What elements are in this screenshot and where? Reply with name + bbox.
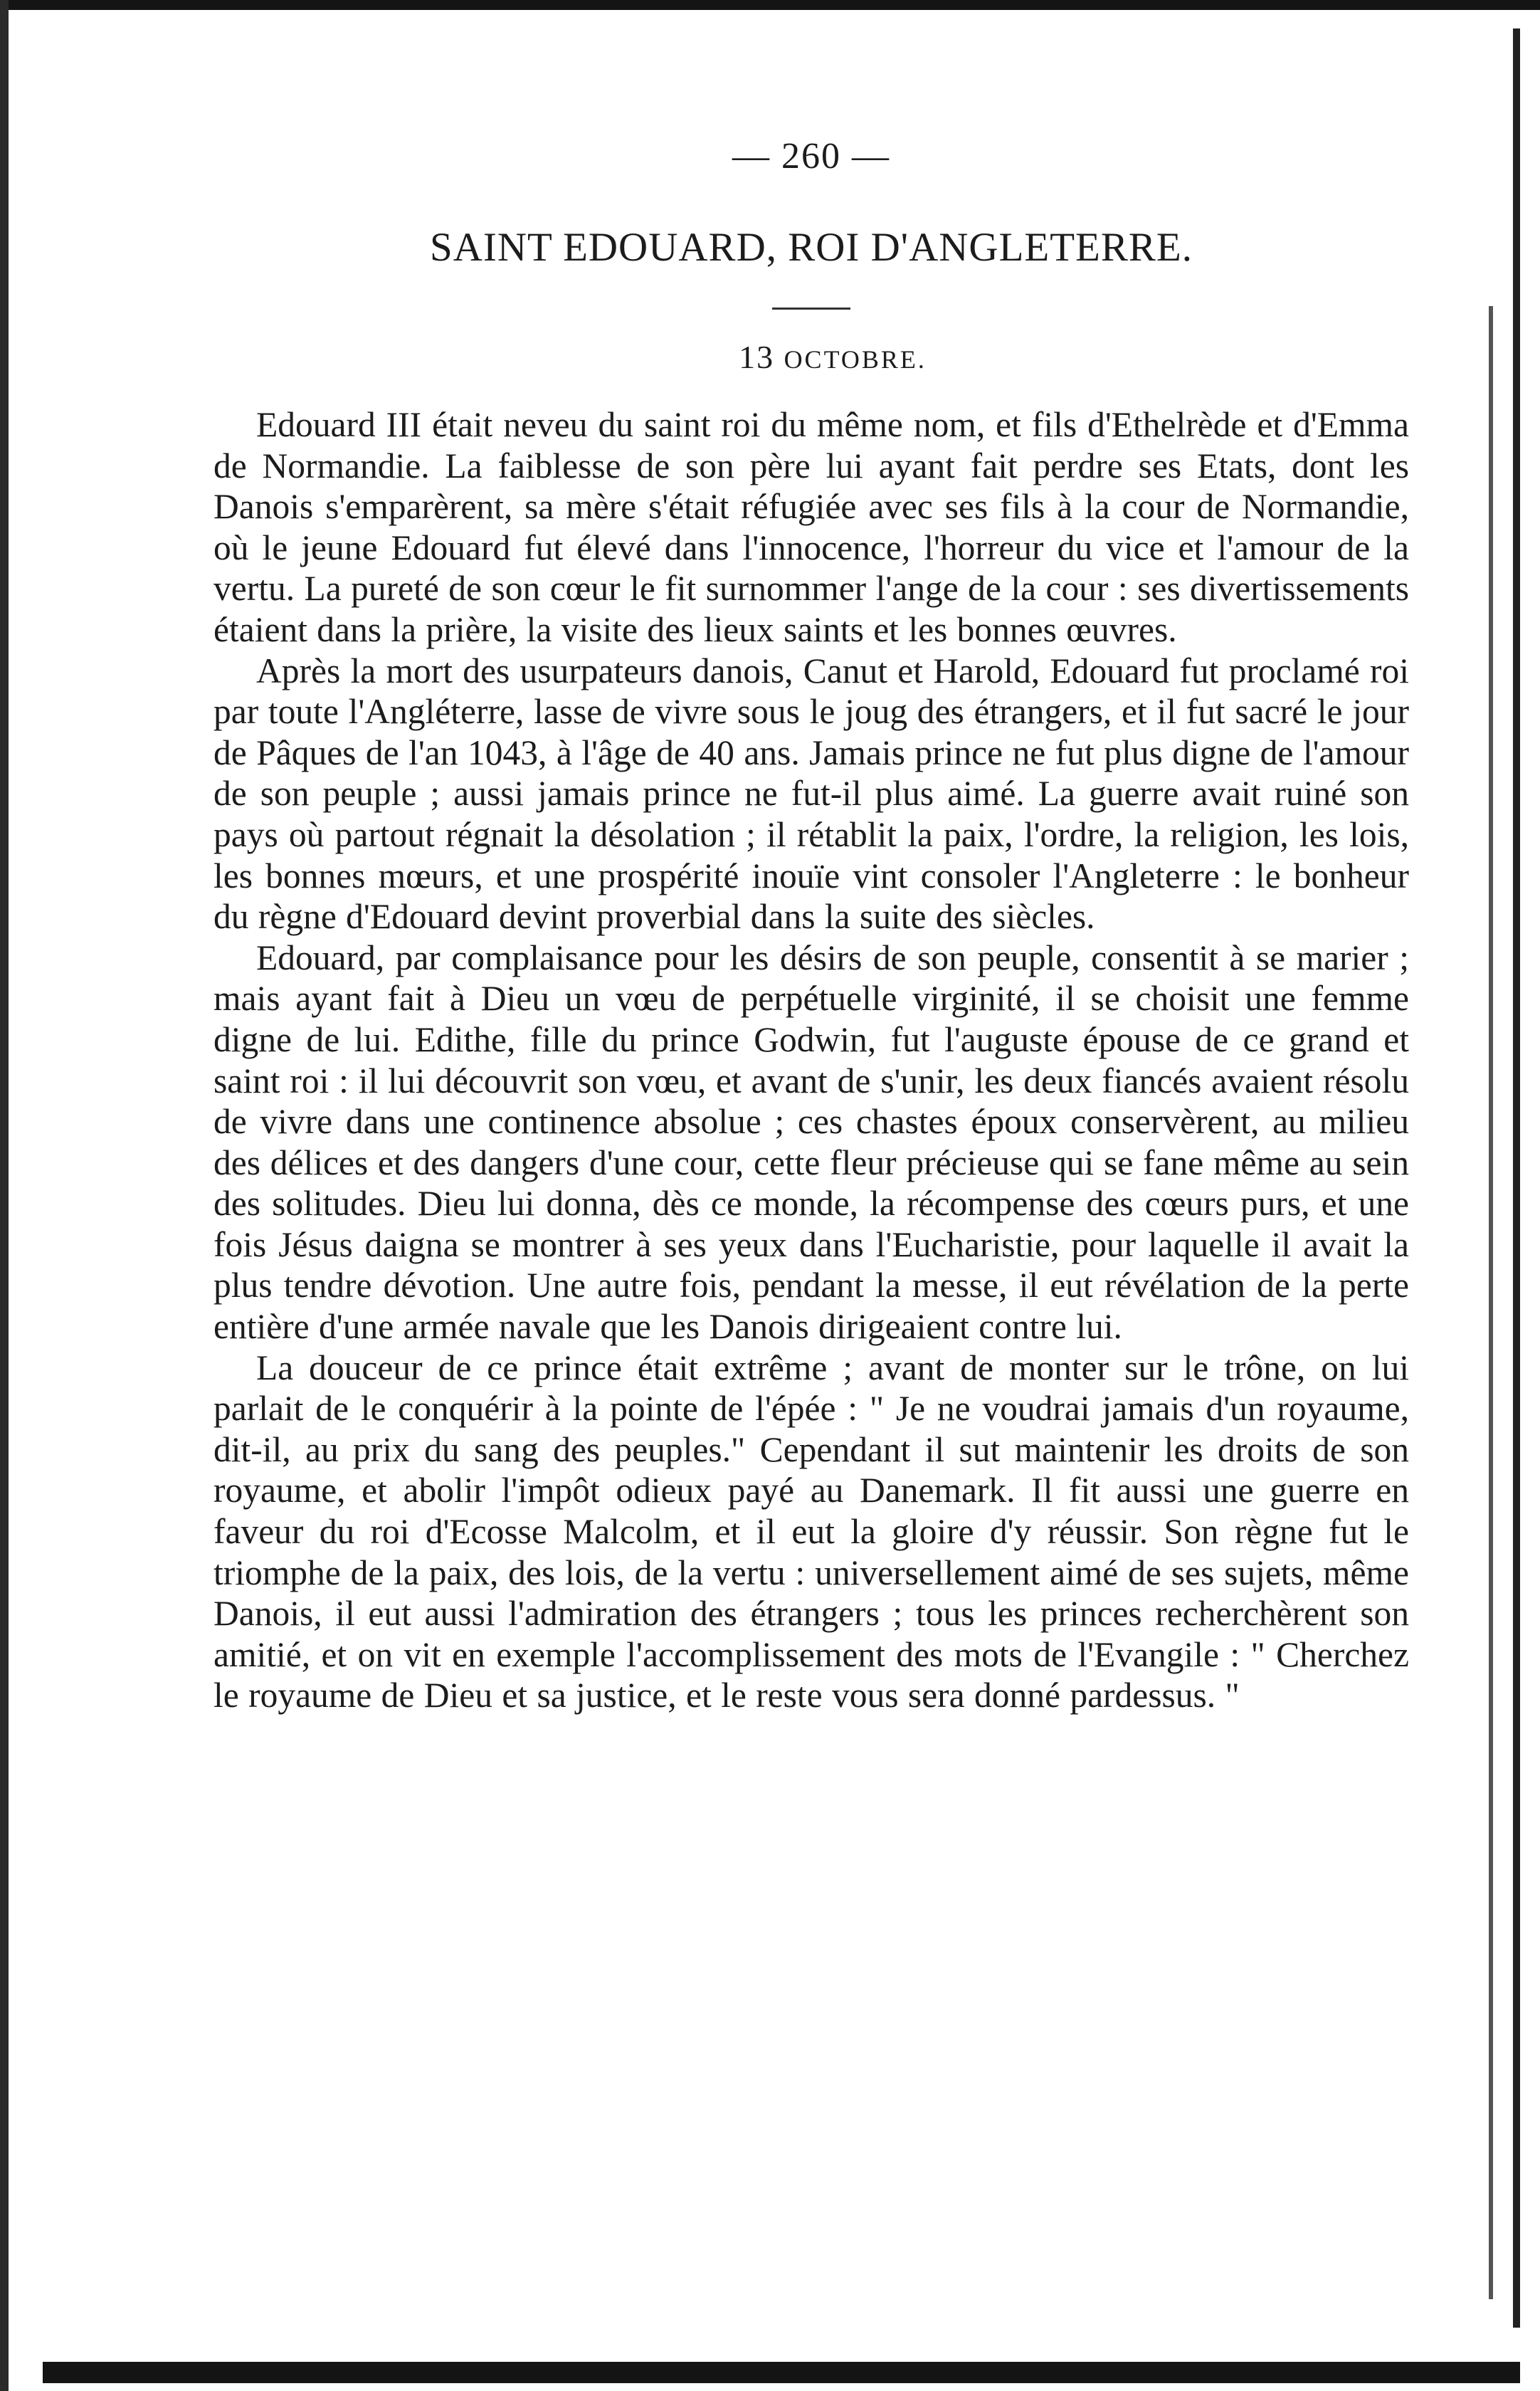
title-divider — [772, 308, 850, 310]
feast-date-day: 13 — [739, 339, 775, 375]
feast-date — [256, 338, 1409, 376]
paragraph-4: La douceur de ce prince était extrême ; avant de monter sur le trône, on lui parlait de le conquérir à la pointe de l'épée : " Je ne voudrai jamais d'un royaume, dit-il, au prix du sang des peuples." Cependant il sut maintenir les droits de son royaume, et abolir l'impôt odieux payé au Danemark. Il fit aussi une guerre en faveur du roi d'Ecosse Malcolm, et il eut la gloire d'y réussir. Son règne fut le triomphe de la paix, des lois, de la vertu : universellement aimé de ses sujets, même Danois, il eut aussi l'admiration des étrangers ; tous les princes recherchèrent son amitié, et on vit en exemple l'accomplissement des mots de l'Evangile : " Cherchez le royaume de Dieu et sa justice, et le reste vous sera donné pardessus. " — [213, 1347, 1409, 1715]
paragraph-2: Après la mort des usurpateurs danois, Canut et Harold, Edouard fut proclamé roi par toute l'Angléterre, lasse de vivre sous le joug des étrangers, et il fut sacré le jour de Pâques de l'an 1043, à l'âge de 40 ans. Jamais prince ne fut plus digne de l'amour de son peuple ; aussi jamais prince ne fut-il plus aimé. La guerre avait ruiné son pays où partout régnait la désolation ; il rétablit la paix, l'ordre, la religion, les lois, les bonnes mœurs, et une prospérité inouïe vint consoler l'Angleterre : le bonheur du règne d'Edouard devint proverbial dans la suite des siècles. — [213, 651, 1409, 937]
page-title: SAINT EDOUARD, ROI D'ANGLETERRE. — [430, 225, 1193, 270]
page-content — [213, 135, 1409, 1716]
scan-border-bottom — [43, 2362, 1520, 2383]
paragraph-3: Edouard, par complaisance pour les désirs de son peuple, consentit à se marier ; mais ayant fait à Dieu un vœu de perpétuelle virginité, il se choisit une femme digne de lui. Edithe, fille du prince Godwin, fut l'auguste épouse de ce grand et saint roi : il lui découvrit son vœu, et avant de s'unir, les deux fiancés avaient résolu de vivre dans une continence absolue ; ces chastes époux conservèrent, au milieu des délices et des dangers d'une cour, cette fleur précieuse qui se fane même au sein des solitudes. Dieu lui donna, dès ce monde, la récompense des cœurs purs, et une fois Jésus daigna se montrer à ses yeux dans l'Eucharistie, pour laquelle il avait la plus tendre dévotion. Une autre fois, pendant la messe, il eut révélation de la perte entière d'une armée navale que les Danois dirigeaient contre lui. — [213, 937, 1409, 1347]
scan-border-right — [1513, 28, 1520, 2328]
scan-border-top — [0, 0, 1540, 10]
page-number: — 260 — — [732, 136, 890, 177]
feast-date-month: OCTOBRE. — [784, 345, 927, 374]
scan-border-left — [0, 0, 9, 2391]
scan-border-right-inner — [1489, 306, 1493, 2299]
paragraph-1: Edouard III était neveu du saint roi du même nom, et fils d'Ethelrède et d'Emma de Normandie. La faiblesse de son père lui ayant fait perdre ses Etats, dont les Danois s'emparèrent, sa mère s'était réfugiée avec ses fils à la cour de Normandie, où le jeune Edouard fut élevé dans l'innocence, l'horreur du vice et l'amour de la vertu. La pureté de son cœur le fit surnommer l'ange de la cour : ses divertissements étaient dans la prière, la visite des lieux saints et les bonnes œuvres. — [213, 405, 1409, 649]
